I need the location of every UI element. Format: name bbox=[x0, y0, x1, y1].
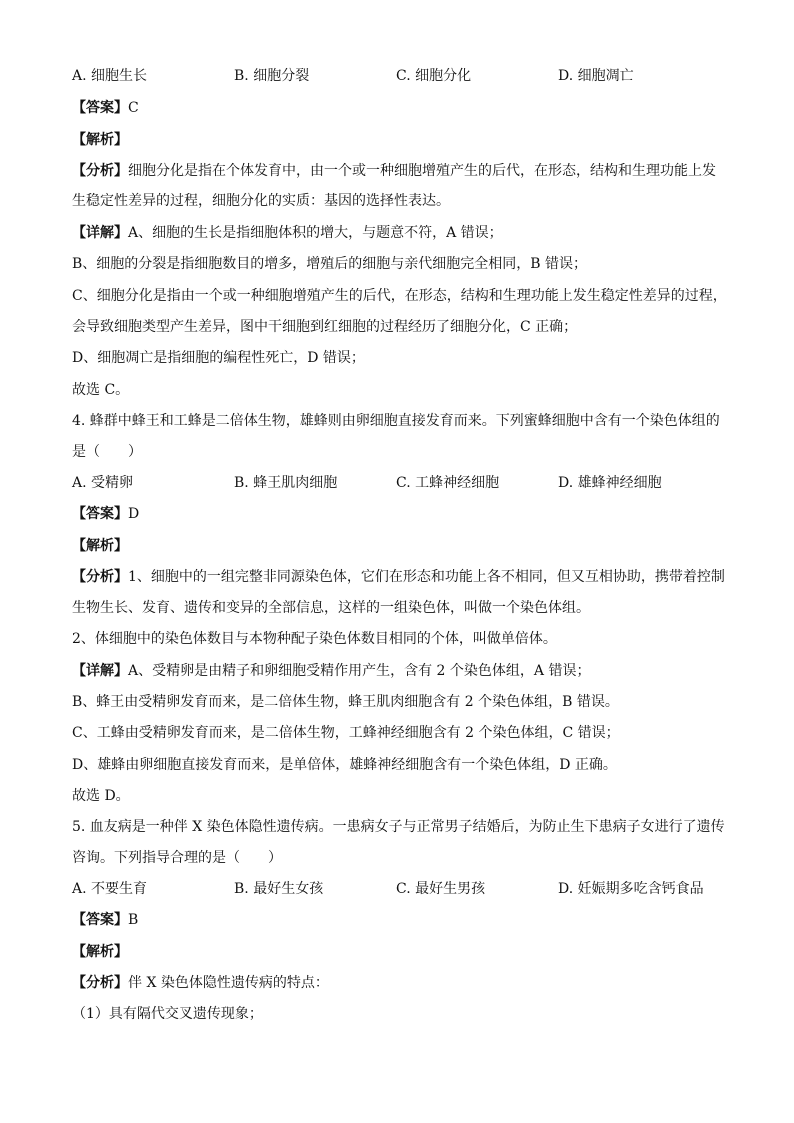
answer-value: B bbox=[128, 912, 139, 928]
answer-value: C bbox=[128, 100, 139, 116]
answer-tag: 【答案】 bbox=[72, 912, 128, 928]
q4-detail-line: B、蜂王由受精卵发育而来，是二倍体生物，蜂王肌肉细胞含有 2 个染色体组，B 错误。 bbox=[72, 694, 619, 710]
q5-analysis-title: 【解析】 bbox=[72, 944, 128, 960]
option-b: B. 蜂王肌肉细胞 bbox=[234, 475, 338, 491]
fenxi-text: 1、细胞中的一组完整非同源染色体，它们在形态和功能上各不相同，但又互相协助，携带着控制 bbox=[128, 569, 725, 585]
option-d: D. 雄蜂神经细胞 bbox=[558, 475, 662, 491]
q4-detail-line: C、工蜂由受精卵发育而来，是二倍体生物，工蜂神经细胞含有 2 个染色体组，C 错误； bbox=[72, 725, 620, 741]
q3-detail-line: D、细胞凋亡是指细胞的编程性死亡，D 错误； bbox=[72, 350, 365, 366]
q4-conclusion: 故选 D。 bbox=[72, 788, 130, 804]
q5-fenxi-line-1 bbox=[72, 973, 734, 993]
option-c: C. 最好生男孩 bbox=[396, 881, 486, 897]
q4-fenxi-line: 2、体细胞中的染色体数目与本物种配子染色体数目相同的个体，叫做单倍体。 bbox=[72, 631, 557, 647]
option-a: A. 不要生育 bbox=[72, 881, 148, 897]
q5-stem-line: 咨询。下列指导合理的是（ ） bbox=[72, 850, 282, 866]
q3-detail-line: 会导致细胞类型产生差异，图中干细胞到红细胞的过程经历了细胞分化，C 正确； bbox=[72, 319, 578, 335]
q4-xiangjie-line bbox=[72, 661, 734, 681]
fenxi-tag: 【分析】 bbox=[72, 163, 128, 179]
q4-detail-line: D、雄蜂由卵细胞直接发育而来，是单倍体，雄蜂神经细胞含有一个染色体组，D 正确。 bbox=[72, 757, 617, 773]
fenxi-text: 伴 X 染色体隐性遗传病的特点： bbox=[128, 975, 329, 991]
q3-conclusion: 故选 C。 bbox=[72, 382, 130, 398]
q3-fenxi-line-1 bbox=[72, 161, 734, 181]
q4-fenxi-line: 生物生长、发育、遗传和变异的全部信息，这样的一组染色体，叫做一个染色体组。 bbox=[72, 600, 590, 616]
q4-answer bbox=[72, 504, 734, 524]
option-a: A. 受精卵 bbox=[72, 475, 134, 491]
fenxi-text: 细胞分化是指在个体发育中，由一个或一种细胞增殖产生的后代，在形态，结构和生理功能上发 bbox=[128, 163, 716, 179]
option-c: C. 细胞分化 bbox=[396, 68, 472, 84]
fenxi-tag: 【分析】 bbox=[72, 569, 128, 585]
answer-tag: 【答案】 bbox=[72, 506, 128, 522]
fenxi-tag: 【分析】 bbox=[72, 975, 128, 991]
option-b: B. 最好生女孩 bbox=[234, 881, 324, 897]
q4-stem-line: 是（ ） bbox=[72, 444, 142, 460]
q3-fenxi-line-2: 生稳定性差异的过程，细胞分化的实质：基因的选择性表达。 bbox=[72, 193, 450, 209]
q4-options bbox=[72, 473, 732, 493]
q5-answer bbox=[72, 910, 734, 930]
option-a: A. 细胞生长 bbox=[72, 68, 148, 84]
q3-answer bbox=[72, 98, 734, 118]
answer-tag: 【答案】 bbox=[72, 100, 128, 116]
option-b: B. 细胞分裂 bbox=[234, 68, 310, 84]
option-c: C. 工蜂神经细胞 bbox=[396, 475, 500, 491]
q4-stem-line: 4. 蜂群中蜂王和工蜂是二倍体生物，雄蜂则由卵细胞直接发育而来。下列蜜蜂细胞中含有一个染色体组的 bbox=[72, 413, 720, 429]
q3-options bbox=[72, 66, 732, 86]
option-d: D. 细胞凋亡 bbox=[558, 68, 634, 84]
xiangjie-tag: 【详解】 bbox=[72, 663, 128, 679]
q3-detail-line: C、细胞分化是指由一个或一种细胞增殖产生的后代，在形态，结构和生理功能上发生稳定性差异的过程， bbox=[72, 288, 727, 304]
q5-stem-line: 5. 血友病是一种伴 X 染色体隐性遗传病。一患病女子与正常男子结婚后，为防止生下患病子女进行了遗传 bbox=[72, 819, 725, 835]
q3-xiangjie-line bbox=[72, 223, 734, 243]
q3-analysis-title: 【解析】 bbox=[72, 132, 128, 148]
q5-point-1: （1）具有隔代交叉遗传现象； bbox=[72, 1006, 263, 1022]
option-d: D. 妊娠期多吃含钙食品 bbox=[558, 881, 704, 897]
xiangjie-text: A、受精卵是由精子和卵细胞受精作用产生，含有 2 个染色体组，A 错误； bbox=[128, 663, 591, 679]
answer-value: D bbox=[128, 506, 140, 522]
xiangjie-text: A、细胞的生长是指细胞体积的增大，与题意不符，A 错误； bbox=[128, 225, 503, 241]
q4-fenxi-line-1 bbox=[72, 567, 734, 587]
q3-detail-line: B、细胞的分裂是指细胞数目的增多，增殖后的细胞与亲代细胞完全相同，B 错误； bbox=[72, 256, 588, 272]
q4-analysis-title: 【解析】 bbox=[72, 538, 128, 554]
q5-options bbox=[72, 879, 732, 899]
xiangjie-tag: 【详解】 bbox=[72, 225, 128, 241]
